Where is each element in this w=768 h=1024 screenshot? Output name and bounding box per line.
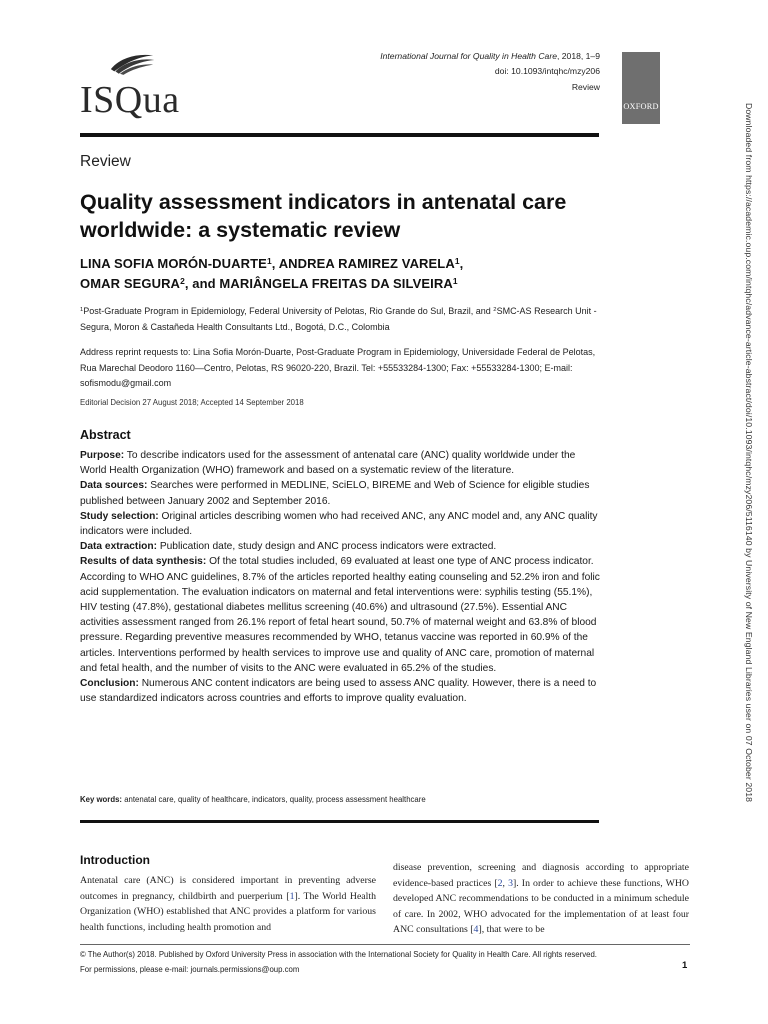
page-number: 1 (682, 960, 688, 971)
author-list (80, 254, 600, 294)
isqua-logo: ISQua (80, 79, 180, 121)
intro-text: ], that were to be (478, 924, 545, 935)
abstract-label: Results of data synthesis: (80, 556, 207, 568)
journal-meta (380, 49, 600, 95)
author-sep: , (271, 256, 279, 271)
oxford-badge (622, 52, 660, 124)
abstract-extraction (80, 539, 600, 554)
abstract-rule (80, 820, 599, 823)
intro-column-left (80, 873, 376, 935)
article-title (80, 188, 620, 244)
intro-text: ]. In order to achieve these functions, WHO developed ANC recommendations to be conducted in a minimum schedule of care. In 2002, WHO advocated for the implementation of at least four ANC consultations [ (393, 877, 689, 935)
doi: doi: 10.1093/intqhc/mzy206 (494, 66, 600, 77)
citation-link[interactable]: 3 (508, 877, 513, 889)
affil-text: Post-Graduate Program in Epidemiology, Federal University of Pelotas, Rio Grande do Sul, Brazil, and (83, 306, 494, 316)
abstract-label: Conclusion: (80, 678, 139, 690)
title-line-1: Quality assessment indicators in antenatal care (80, 190, 567, 214)
intro-text: ]. The World Health Organization (WHO) established that ANC provides a platform for various health functions, including health promotion and (80, 890, 376, 933)
abstract-text: Numerous ANC content indicators are being used to assess ANC quality. However, there is a need to use standardized indicators across countries and efforts to improve quality evaluation. (80, 678, 597, 705)
keywords (80, 795, 600, 804)
citation-link[interactable]: 2 (497, 877, 503, 889)
abstract-purpose (80, 448, 600, 478)
oxford-label: OXFORD (623, 102, 659, 111)
journal-year-pages: , 2018, 1–9 (556, 51, 600, 61)
keywords-text: antenatal care, quality of healthcare, indicators, quality, process assessment healthcare (122, 795, 426, 804)
citation-link[interactable]: 1 (289, 890, 295, 902)
abstract-label: Data sources: (80, 480, 148, 492)
intro-text: Antenatal care (ANC) is considered important in preventing adverse outcomes in pregnancy, childbirth and puerperium [ (80, 875, 376, 902)
permissions-notice: For permissions, please e-mail: journals.permissions@oup.com (80, 964, 300, 974)
intro-text: disease prevention, screening and diagnosis according to appropriate evidence-based practices [ (393, 862, 689, 889)
header-rule (80, 133, 599, 137)
abstract-label: Data extraction: (80, 541, 157, 553)
author-name: OMAR SEGURA (80, 276, 181, 291)
author-affil: 1 (454, 255, 460, 266)
abstract-conclusion (80, 676, 600, 706)
intro-column-right (393, 860, 689, 938)
abstract-selection (80, 509, 600, 539)
copyright-notice: © The Author(s) 2018. Published by Oxford University Press in association with the International Society for Quality in Health Care. All rights reserved. (80, 950, 597, 959)
download-sidenote (742, 103, 758, 923)
editorial-dates: Editorial Decision 27 August 2018; Accepted 14 September 2018 (80, 398, 304, 407)
author-sep: , (459, 256, 464, 271)
abstract-label: Study selection: (80, 510, 159, 522)
author-name: LINA SOFIA MORÓN-DUARTE (80, 256, 267, 271)
abstract-label: Purpose: (80, 450, 125, 461)
footer-rule (80, 944, 690, 945)
author-affil: 2 (180, 275, 185, 286)
affil-text: SMC-AS Research Unit - Segura, Moron & Castañeda Health Consultants Ltd., Bogotá, D.C., Colombia (80, 306, 597, 332)
affil-num: 2 (493, 307, 497, 314)
abstract-text: Original articles describing women who had received ANC, any ANC model and, any ANC quality indicators were included. (80, 510, 598, 538)
title-line-2: worldwide: a systematic review (80, 218, 401, 242)
author-affil: 1 (266, 255, 272, 266)
affiliations (80, 304, 600, 335)
citation-link[interactable]: 4 (473, 924, 479, 935)
keywords-label: Key words: (80, 795, 123, 804)
download-note-text: Downloaded from https://academic.oup.com/intqhc/advance-article-abstract/doi/10.1093/intqhc/mzy206/5116140 by University of New England Libraries user on 07 October 2018 (744, 103, 754, 803)
abstract-text: Publication date, study design and ANC process indicators were extracted. (157, 541, 497, 553)
article-type: Review (571, 81, 600, 92)
footer (80, 948, 680, 977)
author-sep: , and (184, 276, 220, 291)
section-label: Review (80, 153, 131, 170)
abstract-text: Searches were performed in MEDLINE, SciELO, BIREME and Web of Science for eligible studies published between January 2002 and September 2016. (80, 480, 590, 507)
intro-text: , (502, 877, 509, 889)
abstract-heading: Abstract (80, 428, 131, 442)
affil-num: 1 (80, 307, 84, 314)
author-name: MARIÂNGELA FREITAS DA SILVEIRA (219, 276, 453, 291)
abstract-body (80, 448, 600, 706)
introduction-heading: Introduction (80, 853, 150, 867)
correspondence-address: Address reprint requests to: Lina Sofia Morón-Duarte, Post-Graduate Program in Epidemiology, Universidade Federal de Pelotas, Rua Marechal Deodoro 1160—Centro, Pelotas, RS 96020-220, Brazil. Tel: +55533284-1300; Fax: +55533284-1300; E-mail: sofismodu@gmail.com (80, 347, 596, 389)
abstract-text: Of the total studies included, 69 evaluated at least one type of ANC process indicator. According to WHO ANC guidelines, 8.7% of the articles reported healthy eating counseling and 52.2% iron and folic acid supplementation. The evaluation indicators on maternal and fetal interventions were: syphilis testing (55.1%), HIV testing (47.8%), gestational diabetes mellitus screening (40.6%) and ultrasound (27.5%). Essential ANC activities assessment ranged from 26.1% report of fetal heart sound, 50.7% of maternal weight and 63.8% of blood pressure. Regarding preventive measures recommended by WHO, tetanus vaccine was reported in 60.9% of the articles. Interventions performed by health services to improve use and quality of ANC care, promotion of maternal and fetal health, and the number of visits to the ANC were evaluated in 65.2% of the studies. (80, 556, 600, 674)
abstract-results (80, 554, 600, 676)
abstract-sources (80, 478, 600, 508)
author-affil: 1 (452, 275, 458, 286)
author-name: ANDREA RAMIREZ VARELA (278, 256, 455, 271)
journal-name: International Journal for Quality in Health Care (380, 51, 557, 61)
abstract-text: To describe indicators used for the assessment of antenatal care (ANC) quality worldwide under the World Health Organization (WHO) framework and based on a systematic review of the literature. (80, 450, 576, 477)
